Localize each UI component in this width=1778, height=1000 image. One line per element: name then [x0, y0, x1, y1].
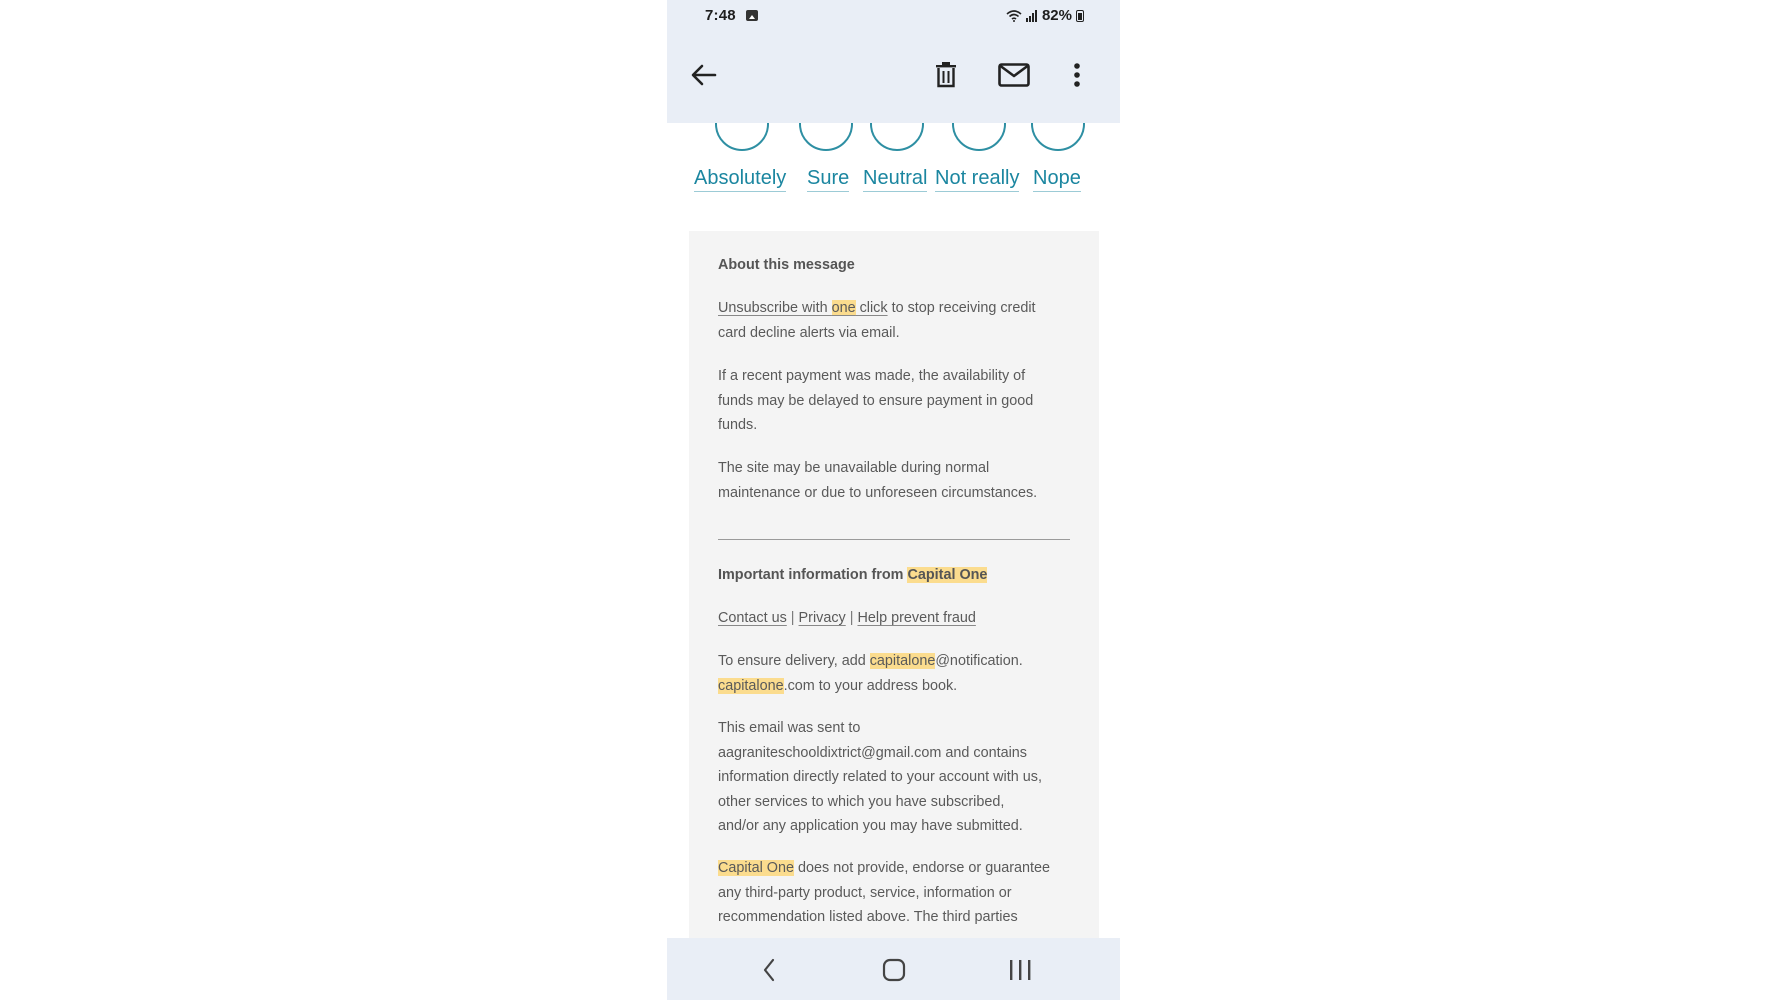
trash-icon[interactable]: [931, 60, 961, 90]
footer-links: [718, 606, 1070, 631]
battery-percent: 82%: [1041, 7, 1072, 24]
phone-screen: [667, 0, 1120, 1000]
nav-back-icon[interactable]: [749, 954, 789, 986]
rating-circle-sure[interactable]: [799, 123, 853, 151]
mail-icon[interactable]: [997, 60, 1031, 90]
privacy-link[interactable]: Privacy: [798, 610, 846, 626]
rating-circle-not-really[interactable]: [952, 123, 1006, 151]
status-bar: [667, 0, 1120, 34]
important-info-heading: Important information from Capital One: [718, 567, 988, 583]
more-vert-icon[interactable]: [1067, 60, 1087, 90]
delivery-paragraph: To ensure delivery, add capitalone@notification. capitalone.com to your address book.: [718, 653, 1023, 694]
section-divider: [718, 539, 1070, 540]
rating-options: [667, 123, 1120, 203]
contact-us-link[interactable]: Contact us: [718, 610, 787, 626]
status-right-group: [1006, 7, 1084, 24]
rating-neutral-link[interactable]: Neutral: [863, 167, 927, 192]
system-nav-bar: [667, 938, 1120, 1000]
rating-sure-link[interactable]: Sure: [807, 167, 849, 192]
nav-home-icon[interactable]: [874, 954, 914, 986]
sent-to-paragraph: This email was sent to aagraniteschooldixtrict@gmail.com and contains information directly related to your account with us, other services to which you have subscribed, and/or any application you may have submitted.: [718, 720, 1042, 834]
unsubscribe-paragraph: Unsubscribe with one click to stop receiving credit card decline alerts via email.: [718, 300, 1036, 341]
rating-absolutely-link[interactable]: Absolutely: [694, 167, 786, 192]
payment-paragraph: If a recent payment was made, the availability of funds may be delayed to ensure payment in good funds.: [718, 368, 1034, 433]
rating-circle-neutral[interactable]: [870, 123, 924, 151]
battery-icon: [1076, 10, 1084, 22]
message-info-box: [689, 231, 1099, 938]
unsubscribe-link[interactable]: Unsubscribe with one click: [718, 300, 888, 316]
back-arrow-icon[interactable]: [689, 60, 719, 90]
link-separator: |: [790, 610, 795, 626]
rating-circle-nope[interactable]: [1031, 123, 1085, 151]
app-bar: [667, 34, 1120, 123]
status-time: 7:48: [705, 7, 736, 24]
signal-icon: [1026, 10, 1038, 22]
about-heading: About this message: [718, 257, 855, 273]
nav-recents-icon[interactable]: [1000, 954, 1040, 986]
email-body: [667, 123, 1120, 938]
wifi-icon: [1006, 10, 1022, 22]
rating-circle-absolutely[interactable]: [715, 123, 769, 151]
site-availability-paragraph: The site may be unavailable during normal maintenance or due to unforeseen circumstances.: [718, 460, 1038, 501]
rating-nope-link[interactable]: Nope: [1033, 167, 1081, 192]
link-separator: |: [849, 610, 854, 626]
rating-not-really-link[interactable]: Not really: [935, 167, 1019, 192]
help-prevent-fraud-link[interactable]: Help prevent fraud: [857, 610, 976, 626]
disclaimer-paragraph: Capital One does not provide, endorse or guarantee any third-party product, service, information or recommendation listed above. The third parties: [718, 860, 1051, 925]
gallery-notification-icon: [746, 10, 758, 21]
